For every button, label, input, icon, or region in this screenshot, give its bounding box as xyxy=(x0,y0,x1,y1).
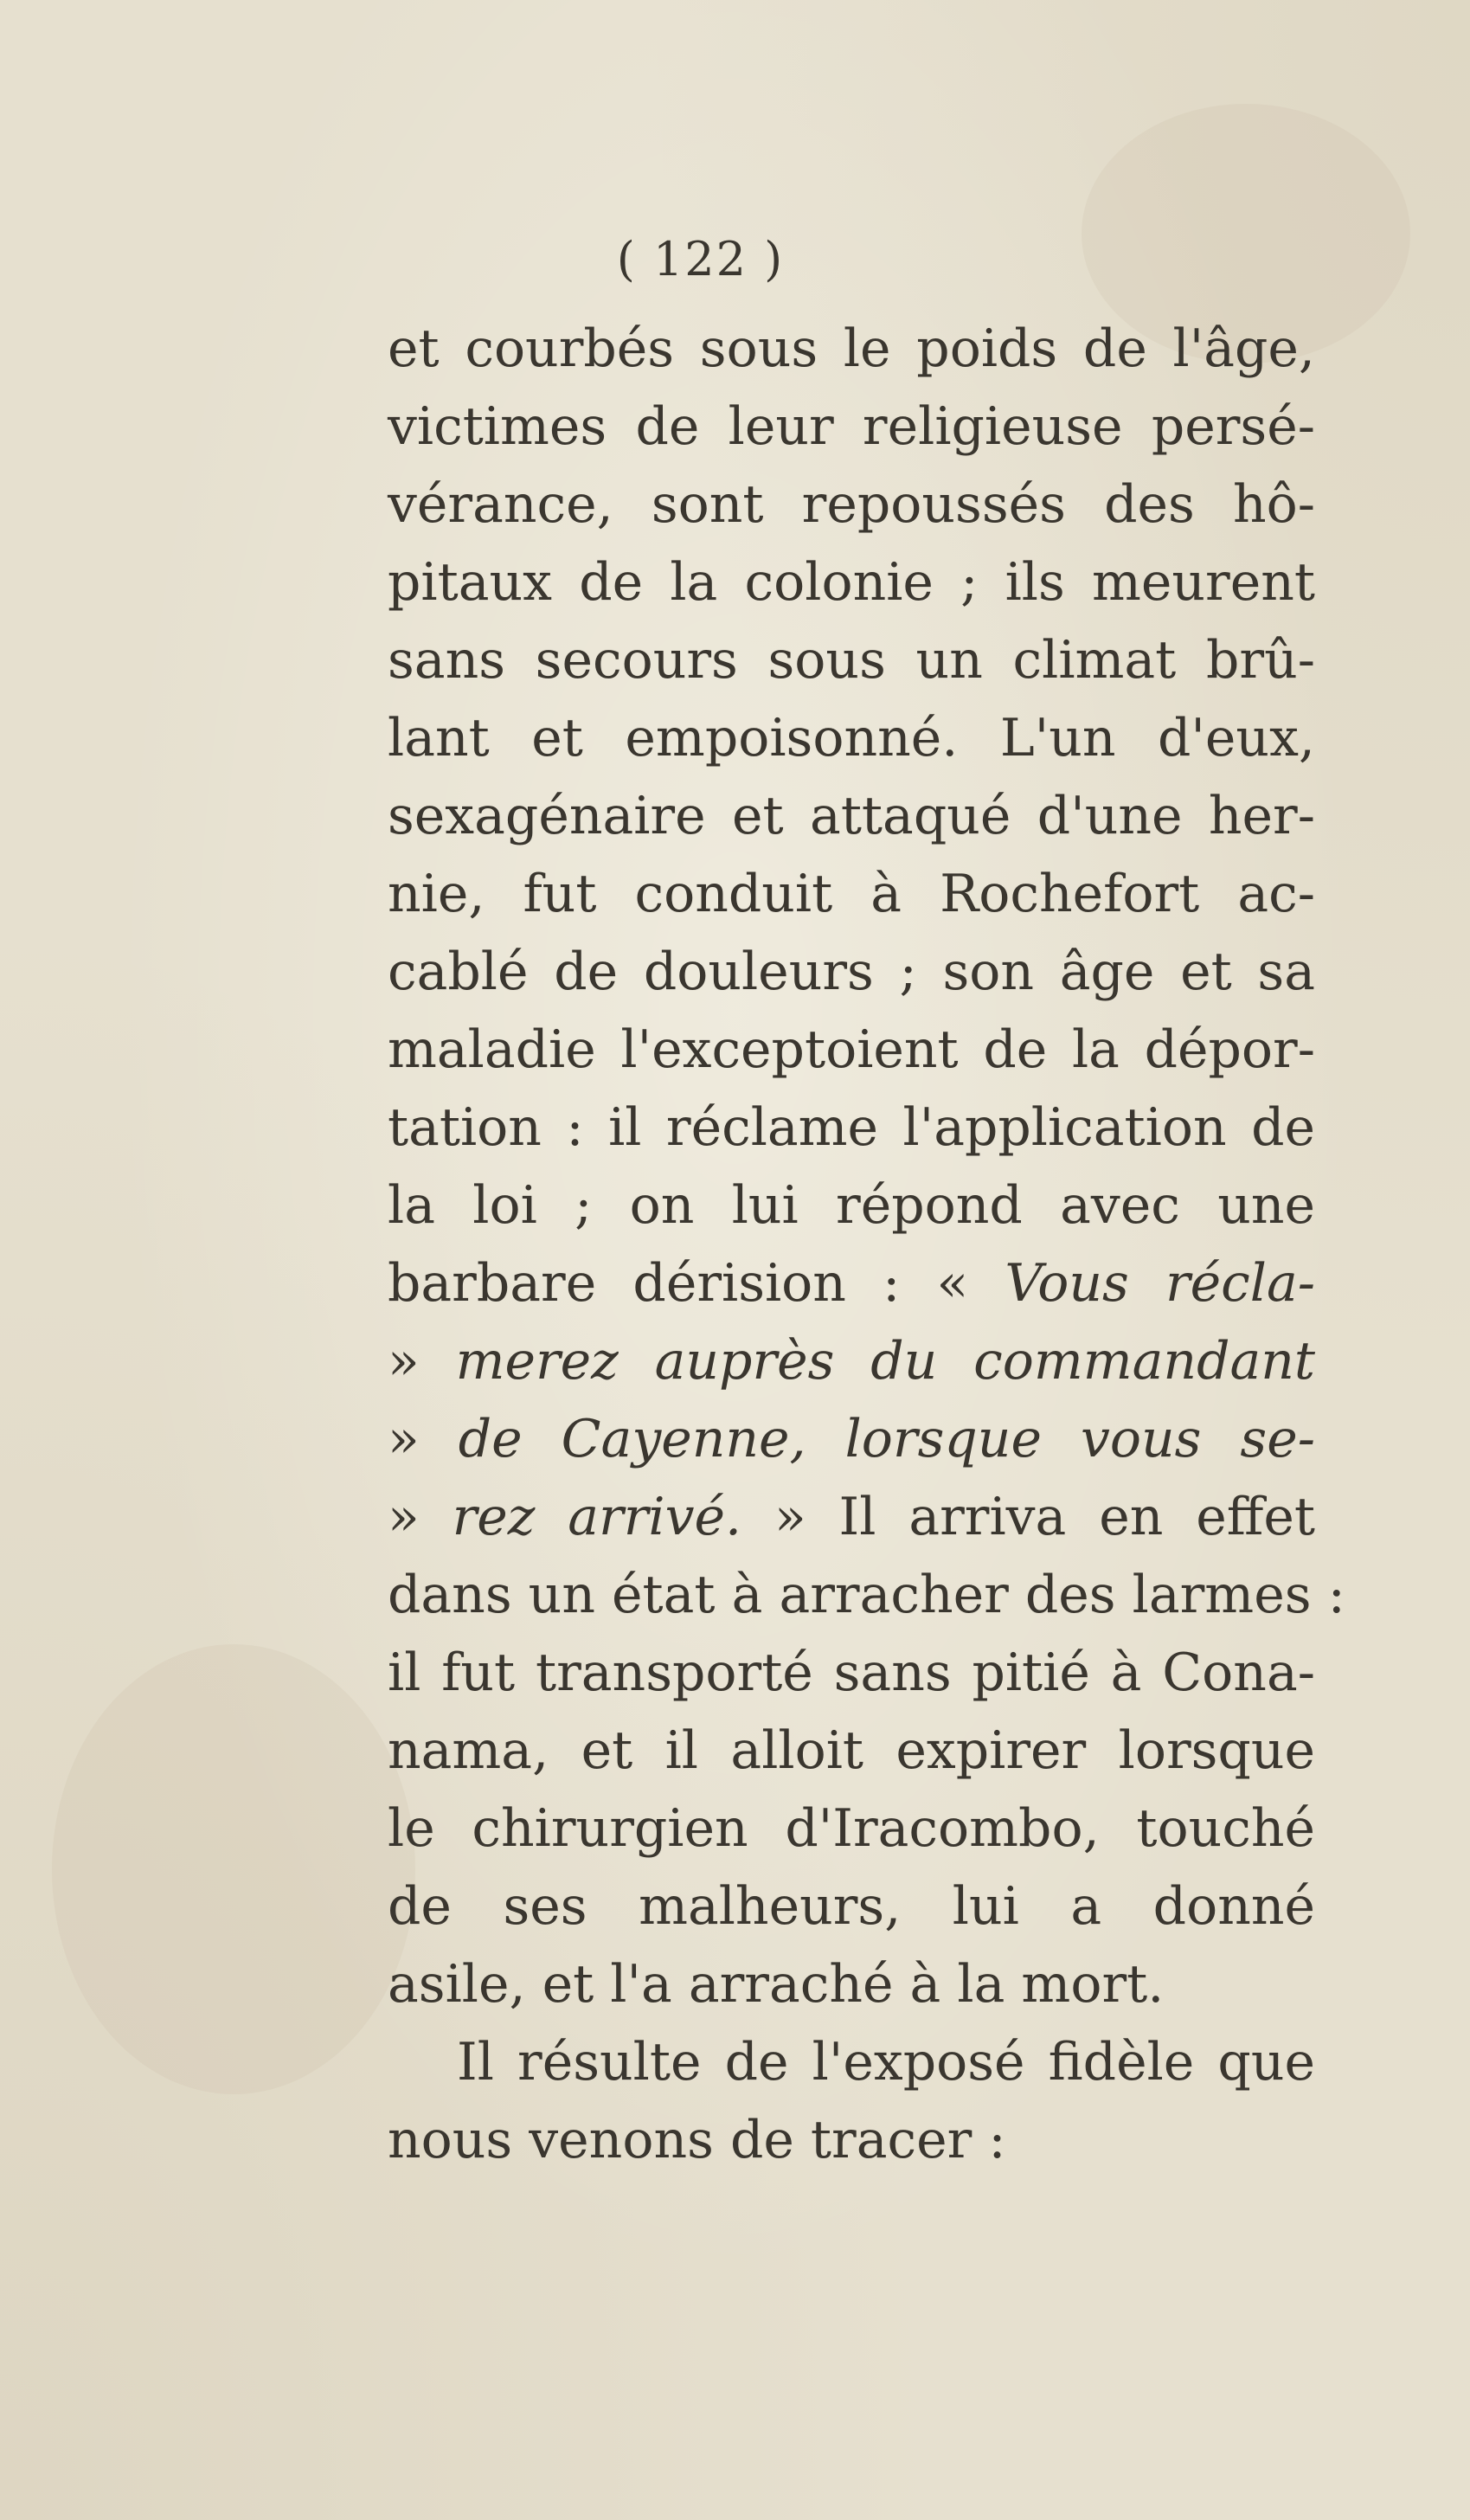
italic-quote: Vous récla- xyxy=(1005,1253,1315,1314)
italic-quote: merez auprès du commandant xyxy=(455,1331,1316,1392)
text-line: vérance, sont repoussés des hô- xyxy=(388,474,1315,535)
text-line: et courbés sous le poids de l'âge, xyxy=(388,318,1315,379)
text-line: le chirurgien d'Iracombo, touché xyxy=(388,1798,1315,1859)
text-line: nama, et il alloit expirer lorsque xyxy=(388,1720,1315,1781)
text-line: nous venons de tracer : xyxy=(388,2110,1006,2170)
body-text xyxy=(388,310,1345,2179)
text-line: maladie l'exceptoient de la dépor- xyxy=(388,1019,1315,1080)
text-line: » merez auprès du commandant xyxy=(388,1331,1316,1392)
text-line: lant et empoisonné. L'un d'eux, xyxy=(388,708,1315,768)
italic-quote: rez arrivé. xyxy=(452,1487,742,1547)
text-line: sans secours sous un climat brû- xyxy=(388,630,1315,691)
italic-quote: de Cayenne, lorsque vous se- xyxy=(458,1409,1315,1469)
text-line: pitaux de la colonie ; ils meurent xyxy=(388,552,1315,613)
text-line: il fut transporté sans pitié à Cona- xyxy=(388,1642,1315,1703)
text-line: cablé de douleurs ; son âge et sa xyxy=(388,942,1315,1002)
text-line: nie, fut conduit à Rochefort ac- xyxy=(388,864,1315,924)
text-line: tation : il réclame l'application de xyxy=(388,1097,1315,1158)
text-line: dans un état à arracher des larmes : xyxy=(388,1565,1345,1625)
text-line: victimes de leur religieuse persé- xyxy=(388,396,1315,457)
text-line: Il résulte de l'exposé fidèle que xyxy=(457,2032,1315,2092)
text-line: barbare dérision : « Vous récla- xyxy=(388,1253,1315,1314)
text-line: asile, et l'a arraché à la mort. xyxy=(388,1954,1165,2015)
text-line: sexagénaire et attaqué d'une her- xyxy=(388,786,1315,846)
text-line: de ses malheurs, lui a donné xyxy=(388,1876,1315,1937)
page-number: ( 122 ) xyxy=(616,232,785,286)
text-line: » rez arrivé. » Il arriva en effet xyxy=(388,1487,1315,1547)
text-line: la loi ; on lui répond avec une xyxy=(388,1175,1315,1236)
text-line: » de Cayenne, lorsque vous se- xyxy=(388,1409,1315,1469)
paper-stain xyxy=(52,1644,415,2094)
